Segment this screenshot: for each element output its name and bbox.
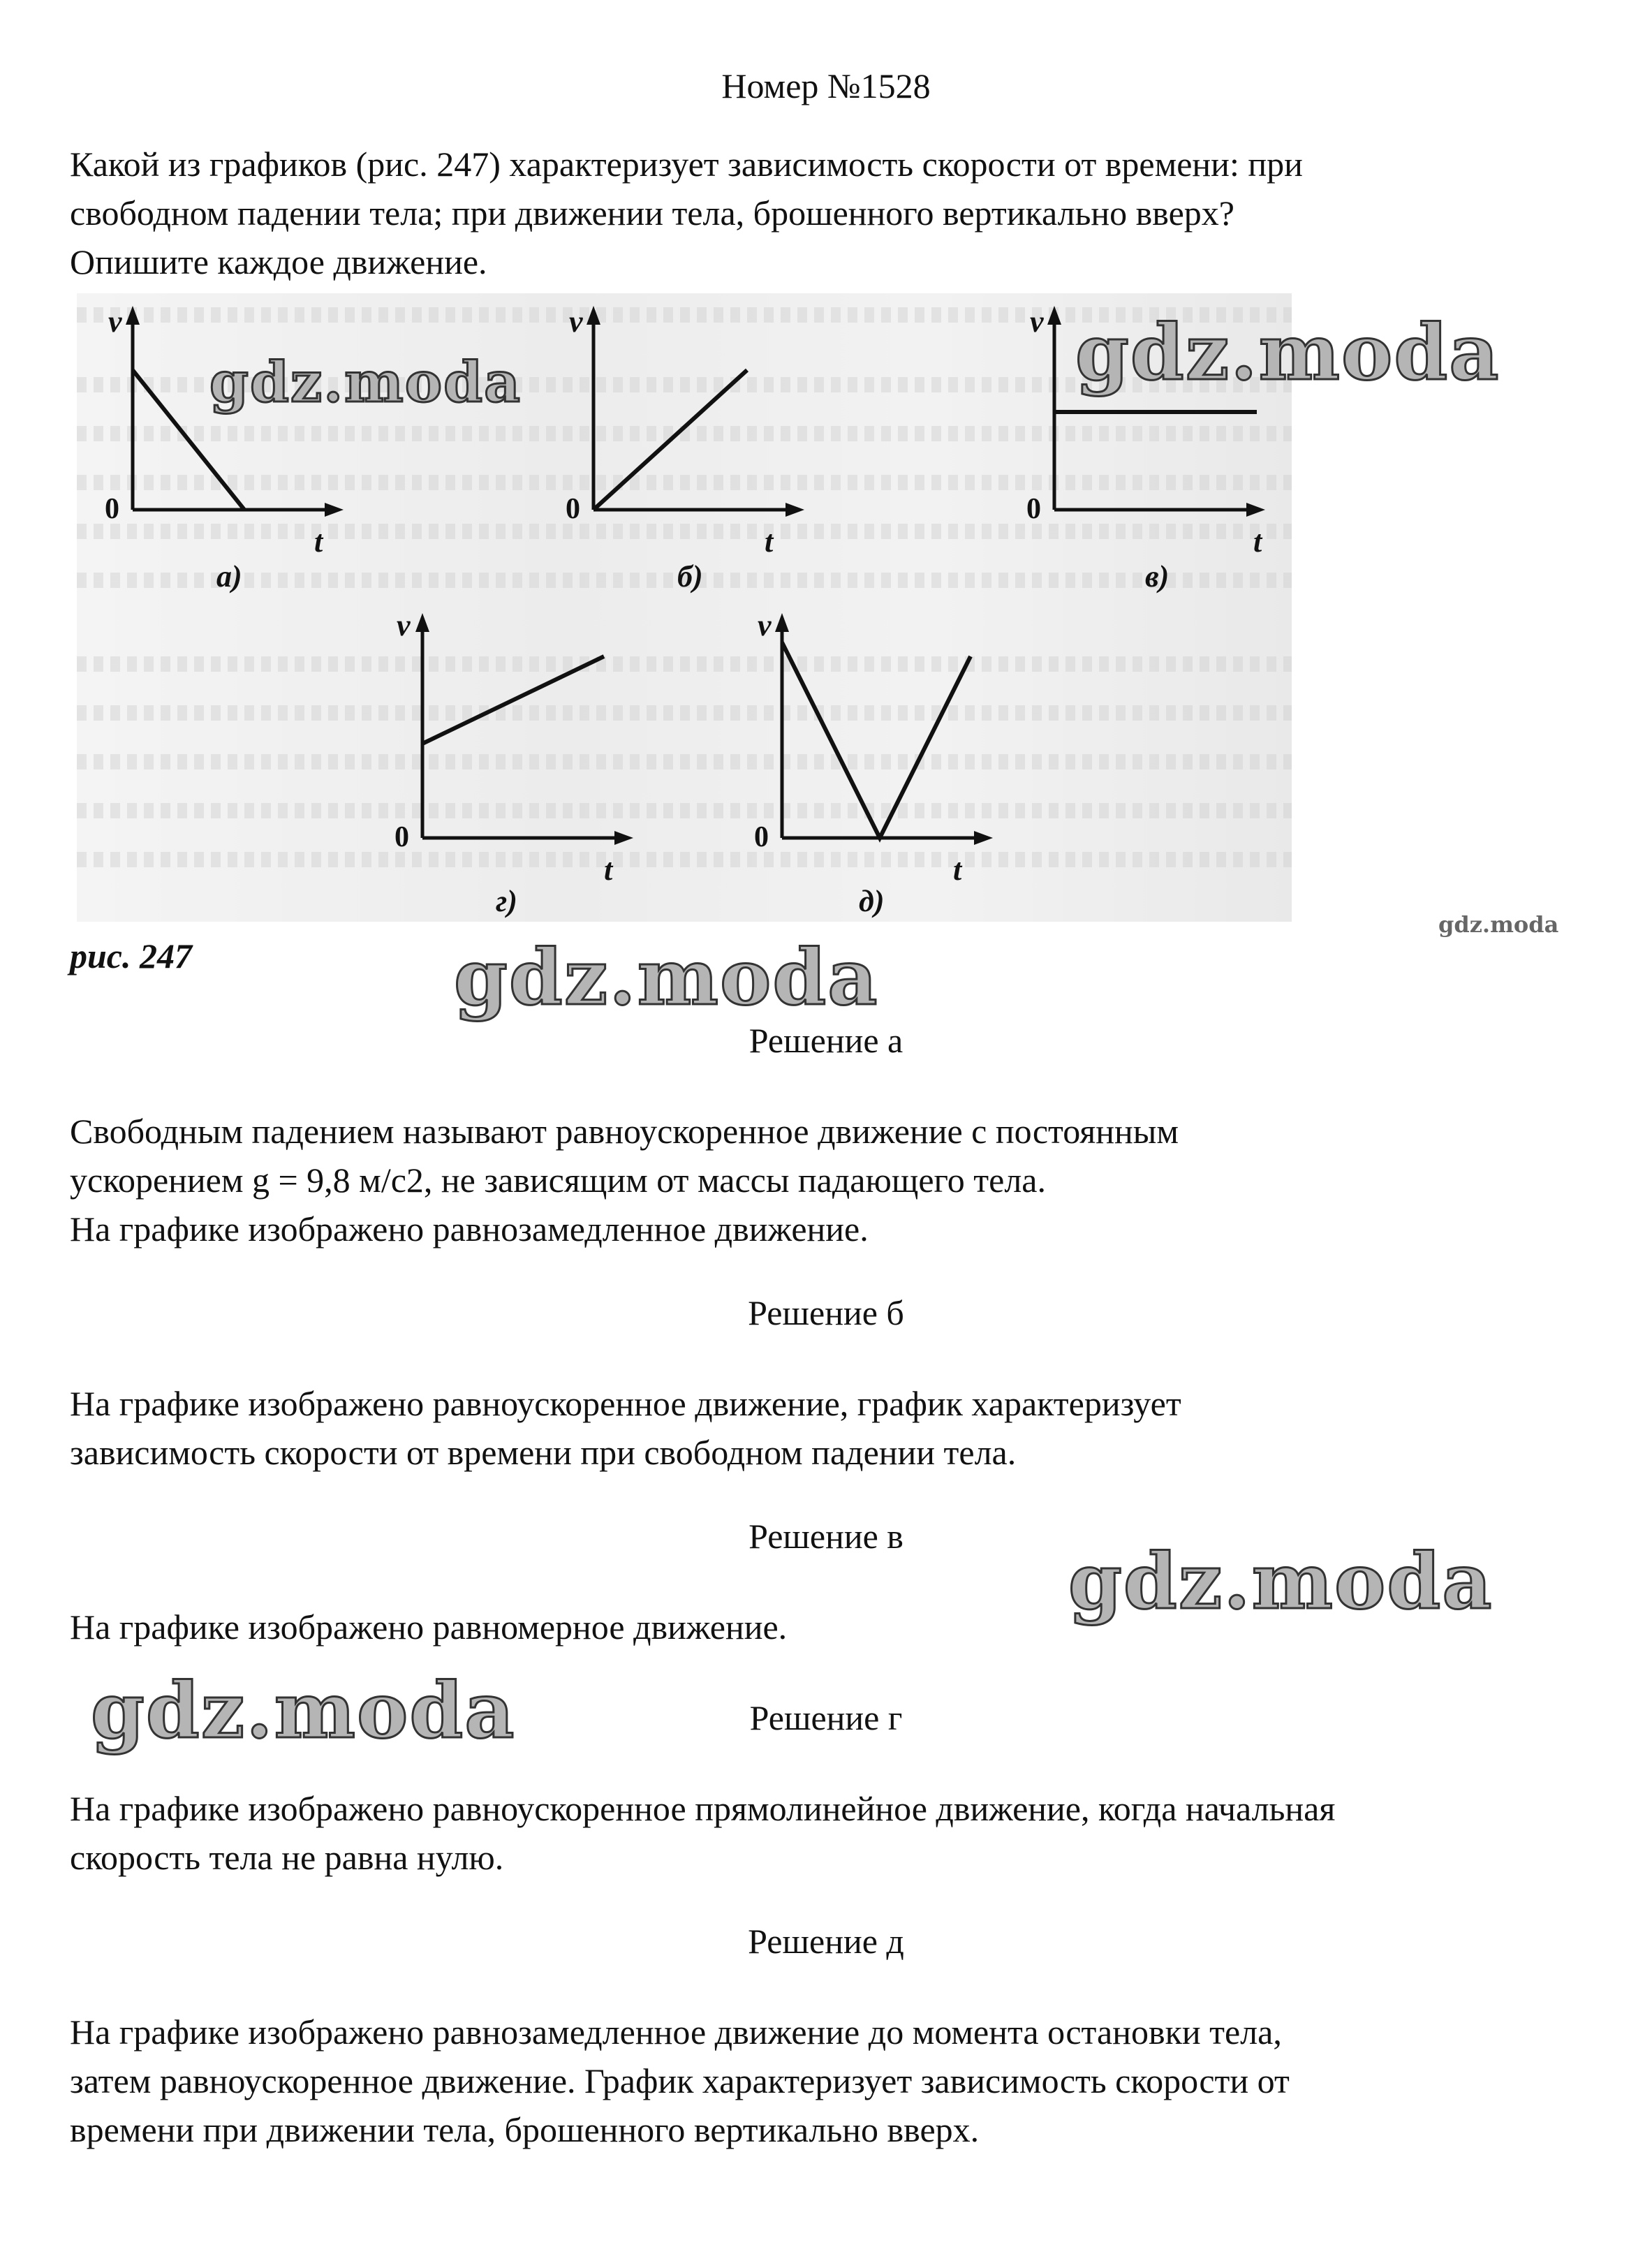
graph-d-label: г) [496, 884, 517, 918]
solution-text [70, 1603, 787, 1651]
axis-t-label: t [604, 853, 613, 887]
solution-line: На графике изображено равномерное движение. [70, 1607, 788, 1647]
solution-heading: Решение в [748, 1517, 904, 1556]
solution-line: На графике изображено равнозамедленное движение. [70, 1209, 869, 1249]
watermark-logo: gdz.moda [1068, 1536, 1494, 1626]
graph-d [394, 608, 633, 918]
solution-text [70, 1107, 1179, 1253]
solution-line: времени при движении тела, брошенного вертикально вверх. [70, 2110, 980, 2149]
question-text [70, 140, 1303, 286]
question-line: свободном падении тела; при движении тела, брошенного вертикально вверх? [70, 193, 1234, 233]
watermark-logo: gdz.moda [1075, 307, 1500, 397]
graph-a [105, 304, 344, 594]
origin-label: 0 [754, 821, 769, 853]
graph-e-label: д) [859, 884, 885, 918]
graph-b-line [593, 370, 747, 510]
graph-c-label: в) [1145, 559, 1170, 594]
solution-line: На графике изображено равноускоренное прямолинейное движение, когда начальная [70, 1789, 1336, 1828]
watermark-logo: gdz.moda [91, 1665, 516, 1755]
question-line: Опишите каждое движение. [70, 242, 487, 281]
solution-line: ускорением g = 9,8 м/с2, не зависящим от массы падающего тела. [70, 1161, 1046, 1200]
solution-text [70, 1379, 1181, 1477]
axis-t-label: t [314, 524, 323, 559]
solution-line: зависимость скорости от времени при свободном падении тела. [70, 1433, 1017, 1472]
graph-b [566, 304, 804, 594]
axis-t-label: t [1253, 524, 1262, 559]
axis-v-label: v [108, 304, 122, 339]
origin-label: 0 [105, 493, 119, 525]
watermark-logo: gdz.moda [454, 932, 879, 1022]
graph-d-line [422, 656, 604, 744]
graph-e [754, 608, 993, 918]
solution-heading: Решение д [748, 1922, 904, 1961]
question-line: Какой из графиков (рис. 247) характеризует зависимость скорости от времени: при [70, 145, 1303, 184]
graph-e-line [782, 642, 971, 838]
watermark-logo: gdz.moda [1438, 911, 1559, 938]
axis-v-label: v [569, 304, 583, 339]
axis-v-label: v [1030, 304, 1044, 339]
solution-heading: Решение г [749, 1698, 903, 1737]
axis-v-label: v [397, 608, 411, 642]
origin-label: 0 [394, 821, 409, 853]
axis-t-label: t [765, 524, 774, 559]
solution-line: скорость тела не равна нулю. [70, 1838, 504, 1877]
solution-line: На графике изображено равноускоренное движение, график характеризует [70, 1384, 1181, 1423]
solution-line: Свободным падением называют равноускоренное движение с постоянным [70, 1112, 1179, 1151]
axis-t-label: t [953, 853, 962, 887]
origin-label: 0 [566, 493, 580, 525]
solution-line: затем равноускоренное движение. График характеризует зависимость скорости от [70, 2061, 1290, 2100]
solution-line: На графике изображено равнозамедленное движение до момента остановки тела, [70, 2012, 1282, 2052]
solution-heading: Решение а [748, 1021, 904, 1060]
solution-text [70, 2008, 1290, 2154]
solution-heading: Решение б [748, 1293, 904, 1332]
page-title: Номер №1528 [721, 66, 931, 105]
solution-text [70, 1784, 1335, 1882]
origin-label: 0 [1026, 493, 1041, 525]
figure-caption: рис. 247 [70, 936, 192, 975]
graph-a-label: а) [216, 559, 242, 594]
axis-v-label: v [758, 608, 772, 642]
watermark-logo: gdz.moda [209, 349, 522, 415]
graph-b-label: б) [677, 559, 703, 594]
